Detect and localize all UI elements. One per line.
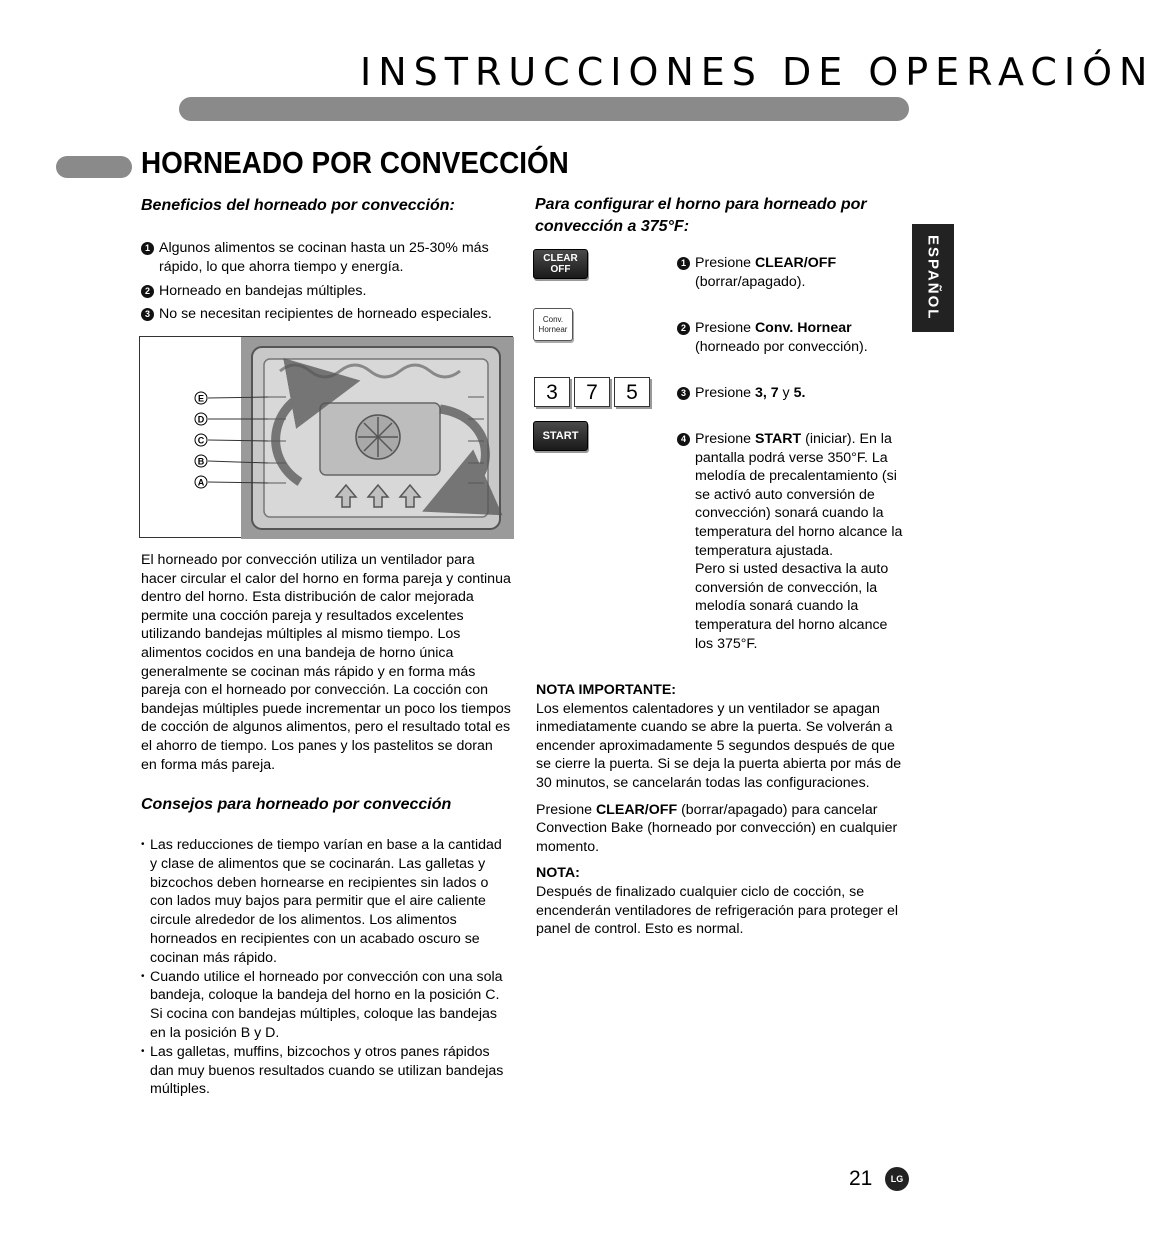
step-key: Conv. Hornear: [754, 320, 852, 336]
benefit-item-3: [141, 305, 511, 324]
important-note: [536, 681, 911, 939]
tip-item: • Las galletas, muffins, bizcochos y otros panes rápidos dan muy buenos resultados cuando se utilizan bandejas múltiples.: [141, 1043, 511, 1099]
conv-label: Conv.: [542, 315, 564, 324]
number-badge: 3: [677, 387, 690, 400]
tip-item: • Cuando utilice el horneado por convección con una sola bandeja, coloque la bandeja del horno en la posición C. Si cocina con bandejas múltiples, coloque las bandejas en la posición B y D.: [141, 968, 511, 1043]
step-key: CLEAR/OFF: [754, 255, 837, 271]
benefit-item-2: [141, 282, 511, 301]
important-note-heading: NOTA IMPORTANTE:: [536, 682, 677, 698]
step-key: 5.: [793, 385, 806, 401]
key-3: 3: [534, 377, 570, 407]
step-text: Presione: [695, 320, 755, 336]
number-keys-image: [534, 377, 654, 407]
oven-convection-diagram: [139, 336, 513, 538]
number-badge: 4: [677, 433, 690, 446]
benefits-heading: Beneficios del horneado por convección:: [141, 197, 455, 214]
hornear-label: Hornear: [538, 325, 568, 334]
number-badge: 2: [677, 322, 690, 335]
step-text: (iniciar). En la pantalla podrá verse 350°F. La melodía de precalentamiento (si se activó auto conversión de convección) sonará cuando la temperatura del horno alcance la temperatura ajustada.: [695, 431, 903, 559]
benefit-text: Algunos alimentos se cocinan hasta un 25-30% más rápido, lo que ahorra tiempo y energía.: [159, 240, 489, 275]
benefit-text: Horneado en bandejas múltiples.: [159, 283, 367, 299]
step-key: START: [754, 431, 802, 447]
page-number: 21: [849, 1167, 873, 1190]
tips-list: [141, 836, 511, 1099]
start-button-image: START: [533, 421, 588, 451]
benefit-text: No se necesitan recipientes de horneado especiales.: [159, 306, 492, 322]
page-header-title: INSTRUCCIONES DE OPERACIÓN: [360, 50, 1154, 94]
number-badge: 1: [141, 242, 154, 255]
rack-label-a: A: [197, 477, 205, 488]
tip-item: • Las reducciones de tiempo varían en base a la cantidad y clase de alimentos que se cocinarán. Las galletas y bizcochos deben hornearse en recipientes sin lados o con lados muy bajos para permitir que el aire caliente circule alrededor de los alimentos. Los alimentos horneados en recipientes con un acabado oscuro se cocinan más rápido.: [141, 836, 511, 968]
benefit-item-1: [141, 239, 511, 276]
convection-description: El horneado por convección utiliza un ventilador para hacer circular el calor del horno en forma pareja y continua dentro del horno. Esta distribución de calor mejorada permite una cocción pareja y resultados excelentes utilizando bandejas múltiples al mismo tiempo. Los alimentos cocidos en una bandeja de horno única generalmente se cocinan más rápido y en forma más pareja con el horneado por convección. La cocción con bandejas múltiples puede incrementar un poco los tiempos de cocción de algunos alimentos, pero el resultado total es el ahorro de tiempo. Los panes y los pastelitos se doran en forma más pareja.: [141, 552, 511, 773]
conv-bake-button-image: [533, 308, 573, 341]
language-tab: ESPAÑOL: [912, 224, 954, 332]
step-text: Presione: [695, 431, 755, 447]
step-2: [677, 319, 912, 356]
step-key: 3, 7: [754, 385, 779, 401]
important-note-text: Los elementos calentadores y un ventilador se apagan inmediatamente cuando se abre la puerta. Se volverán a encender aproximadamente 5 segundos después de que se cierre la puerta. Si se deja la puerta abierta por más de 30 minutos, se cancelarán todas las configuraciones.: [536, 700, 902, 791]
step-1: [677, 254, 912, 291]
step-4: [677, 430, 912, 653]
note-text: Después de finalizado cualquier ciclo de cocción, se encenderán ventiladores de refrigeración para proteger el panel de control. Esto es normal.: [536, 883, 899, 938]
section-title: HORNEADO POR CONVECCIÓN: [141, 145, 569, 180]
lg-logo: LG: [885, 1167, 909, 1191]
section-pill: [56, 156, 132, 178]
header-bar: [179, 97, 909, 121]
tips-heading: Consejos para horneado por convección: [141, 796, 452, 813]
rack-label-b: B: [197, 456, 205, 467]
rack-label-d: D: [197, 414, 205, 425]
step-text: y: [778, 385, 794, 401]
step-text: (borrar/apagado).: [695, 273, 806, 290]
key-5: 5: [614, 377, 650, 407]
step-text: Pero si usted desactiva la auto conversión de convección, la melodía sonará cuando la temperatura del horno alcance los 375°F.: [695, 561, 889, 652]
oven-illustration: [140, 337, 514, 539]
number-badge: 3: [141, 308, 154, 321]
step-text: (horneado por convección).: [695, 338, 868, 355]
rack-label-c: C: [197, 435, 205, 446]
note-text: Presione: [536, 801, 596, 818]
procedure-heading: Para configurar el horno para horneado por convección a 375°F:: [535, 196, 867, 235]
note-text: (borrar/apagado) para cancelar Convection Bake (horneado por convección) en cualquier momento.: [536, 801, 898, 855]
step-text: Presione: [695, 255, 755, 271]
note-key: CLEAR/OFF: [595, 801, 678, 818]
step-text: Presione: [695, 385, 755, 401]
off-label: OFF: [550, 264, 571, 275]
clear-off-button-image: [533, 249, 588, 279]
step-3: [677, 384, 912, 403]
number-badge: 2: [141, 285, 154, 298]
rack-label-e: E: [197, 393, 205, 404]
number-badge: 1: [677, 257, 690, 270]
clear-label: CLEAR: [543, 253, 578, 264]
note-heading: NOTA:: [536, 865, 580, 882]
key-7: 7: [574, 377, 610, 407]
